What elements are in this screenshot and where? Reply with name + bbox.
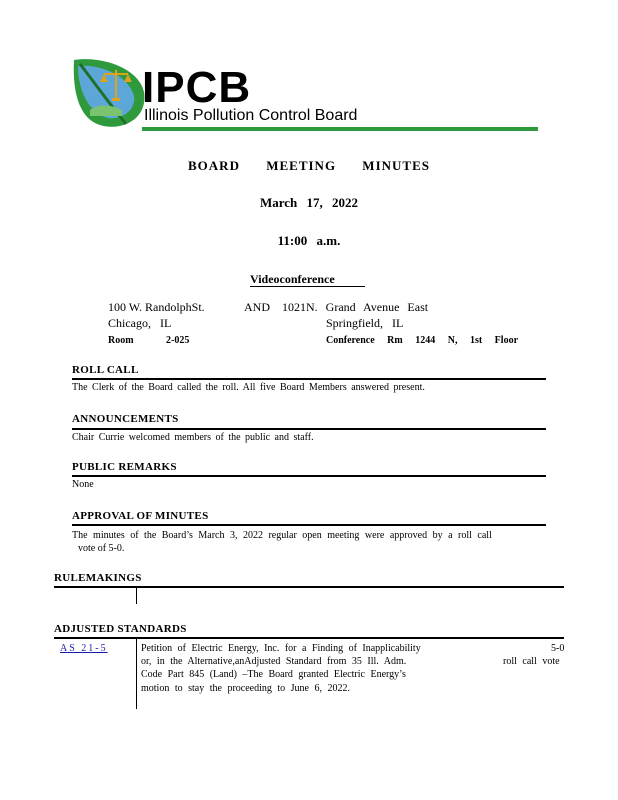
address-left-3: Room 2-025 [108, 335, 190, 346]
leaf-scales-icon [68, 52, 148, 134]
case-vote-label: roll call vote [503, 656, 560, 667]
meeting-date: March 17, 2022 [259, 195, 359, 210]
address-left-1: 100 W. RandolphSt. [108, 300, 205, 314]
roll-call-heading: ROLL CALL [72, 364, 139, 376]
rulemakings-divider [136, 588, 137, 604]
rulemakings-rule [54, 586, 564, 588]
adjusted-standards-rule [54, 637, 564, 639]
adjusted-standards-divider [136, 639, 137, 709]
venue: Videoconference [250, 272, 335, 286]
rulemakings-heading: RULEMAKINGS [54, 572, 142, 584]
meeting-time: 11:00 a.m. [277, 233, 341, 248]
address-right-2: Springfield, IL [326, 316, 404, 330]
logo-underline [142, 127, 538, 131]
case-vote: 5-0 [551, 643, 565, 654]
logo [68, 52, 548, 136]
address-right-1: 1021N. Grand Avenue East [282, 300, 429, 314]
page-title: BOARD MEETING MINUTES [188, 158, 430, 173]
case-line-4: motion to stay the proceeding to June 6, 2022. [141, 683, 350, 694]
logo-abbr: IPCB [142, 63, 252, 112]
approval-text-2: vote of 5-0. [78, 543, 125, 554]
public-remarks-heading: PUBLIC REMARKS [72, 461, 177, 473]
case-link-as21-5[interactable]: AS 21-5 [60, 643, 108, 654]
approval-heading: APPROVAL OF MINUTES [72, 510, 209, 522]
address-and: AND [244, 300, 270, 314]
approval-rule [72, 524, 546, 526]
public-remarks-rule [72, 475, 546, 477]
case-line-2: or, in the Alternative,anAdjusted Standard from 35 Ill. Adm. [141, 656, 407, 667]
announcements-rule [72, 428, 546, 430]
public-remarks-text: None [72, 479, 94, 490]
venue-underline [250, 286, 365, 287]
address-right-3: Conference Rm 1244 N, 1st Floor [326, 335, 519, 346]
case-line-1: Petition of Electric Energy, Inc. for a Finding of Inapplicability [141, 643, 421, 654]
case-line-3: Code Part 845 (Land) –The Board granted Electric Energy’s [141, 669, 406, 680]
approval-text-1: The minutes of the Board’s March 3, 2022 regular open meeting were approved by a roll call [72, 530, 492, 541]
roll-call-text: The Clerk of the Board called the roll. All five Board Members answered present. [72, 382, 425, 393]
address-left-2: Chicago, IL [108, 316, 172, 330]
roll-call-rule [72, 378, 546, 380]
announcements-text: Chair Currie welcomed members of the public and staff. [72, 432, 314, 443]
announcements-heading: ANNOUNCEMENTS [72, 413, 179, 425]
adjusted-standards-heading: ADJUSTED STANDARDS [54, 623, 187, 635]
logo-full-name: Illinois Pollution Control Board [144, 107, 358, 124]
